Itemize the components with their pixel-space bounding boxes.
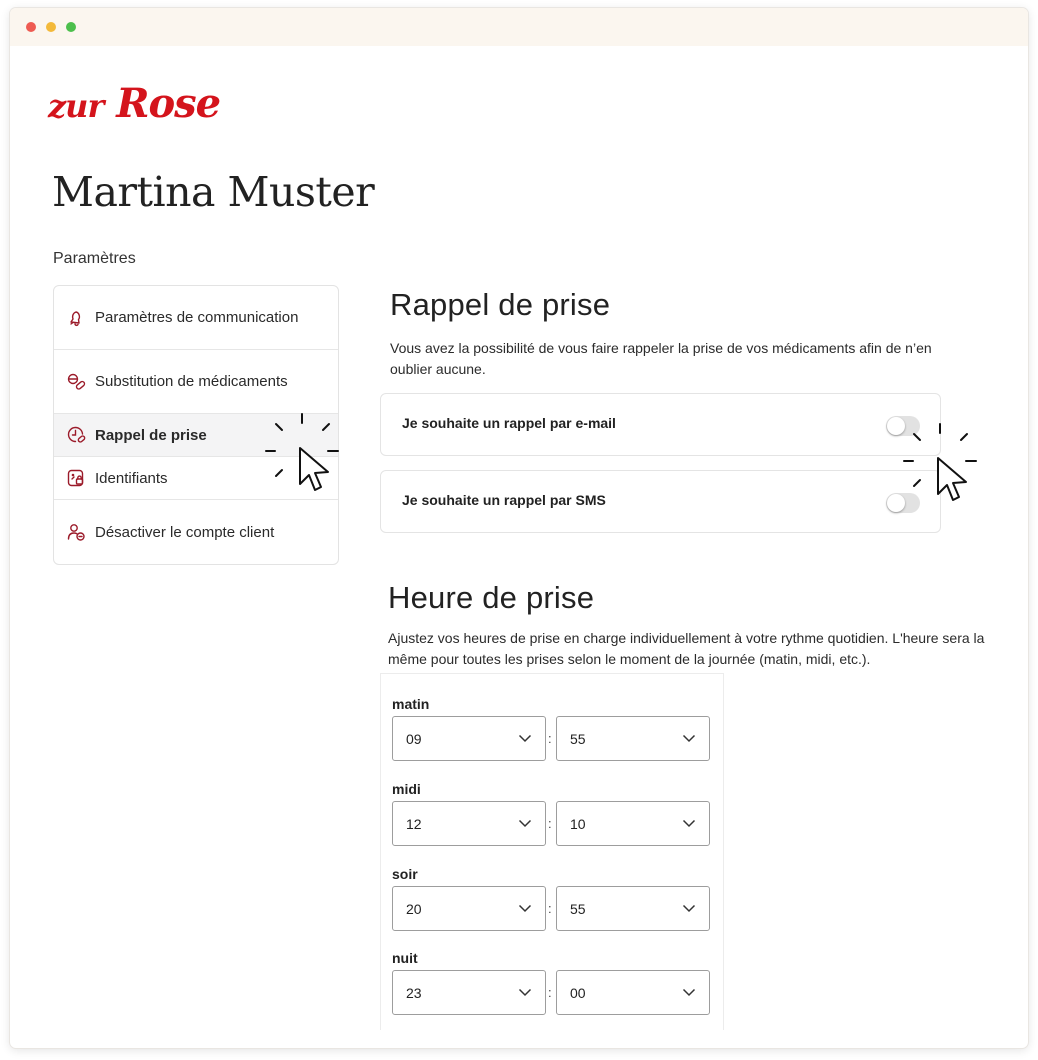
hour-select-evening[interactable] [392,886,546,931]
page-title: Martina Muster [52,168,375,216]
intake-description: Ajustez vos heures de prise en charge individuellement à votre rythme quotidien. L'heure sera la même pour toutes les prises selon le moment de la journée (matin, midi, etc.). [388,630,985,667]
chevron-down-icon [681,730,697,746]
sidebar-item-label: Paramètres de communication [95,309,299,326]
close-window-button[interactable] [26,22,36,32]
hour-value: 12 [406,816,422,832]
sidebar-item-communication[interactable] [54,286,338,350]
period-label-morning: matin [392,696,430,712]
click-cursor-icon [262,410,346,500]
period-label-noon: midi [392,781,421,797]
minute-value: 00 [570,985,586,1001]
minute-select-evening[interactable] [556,886,710,931]
email-reminder-label: Je souhaite un rappel par e-mail [402,415,616,431]
hour-value: 09 [406,731,422,747]
time-separator: : [548,985,552,1000]
settings-heading: Paramètres [53,250,136,267]
sidebar-item-substitution[interactable] [54,350,338,414]
minute-value: 55 [570,901,586,917]
minute-value: 10 [570,816,586,832]
clock-icon [66,425,86,445]
chevron-down-icon [517,984,533,1000]
sidebar-item-label: Désactiver le compte client [95,523,275,541]
chevron-down-icon [681,815,697,831]
bell-icon [66,308,86,328]
period-label-night: nuit [392,950,418,966]
minute-select-night[interactable] [556,970,710,1015]
minute-value: 55 [570,731,586,747]
minute-select-noon[interactable] [556,801,710,846]
user-remove-icon [66,522,86,542]
time-separator: : [548,901,552,916]
email-reminder-card [380,393,941,456]
hour-select-morning[interactable] [392,716,546,761]
chevron-down-icon [681,984,697,1000]
maximize-window-button[interactable] [66,22,76,32]
hour-select-night[interactable] [392,970,546,1015]
sidebar-item-deactivate-account[interactable] [54,500,338,564]
brand-logo[interactable] [48,80,220,130]
reminder-section-title: Rappel de prise [390,287,611,322]
logo-text-part-2: Rose [116,80,221,127]
minute-select-morning[interactable] [556,716,710,761]
hour-select-noon[interactable] [392,801,546,846]
intake-times-panel [380,673,724,1030]
pills-icon [66,372,86,392]
chevron-down-icon [681,900,697,916]
minimize-window-button[interactable] [46,22,56,32]
period-label-evening: soir [392,866,418,882]
chevron-down-icon [517,900,533,916]
window-titlebar [10,8,1028,46]
chevron-down-icon [517,815,533,831]
click-cursor-icon [900,420,984,510]
sidebar-item-label: Identifiants [95,469,168,487]
time-separator: : [548,816,552,831]
hour-value: 20 [406,901,422,917]
chevron-down-icon [517,730,533,746]
sidebar-item-label: Substitution de médicaments [95,373,288,390]
sidebar-item-label: Rappel de prise [95,426,207,444]
intake-section-title: Heure de prise [388,580,595,615]
time-separator: : [548,731,552,746]
sms-reminder-card [380,470,941,533]
reminder-description: Vous avez la possibilité de vous faire rappeler la prise de vos médicaments afin de n’en oublier aucune. [390,340,932,377]
hour-value: 23 [406,985,422,1001]
logo-text-part-1: zur [48,87,104,125]
sms-reminder-label: Je souhaite un rappel par SMS [402,492,606,508]
id-card-lock-icon [66,468,86,488]
